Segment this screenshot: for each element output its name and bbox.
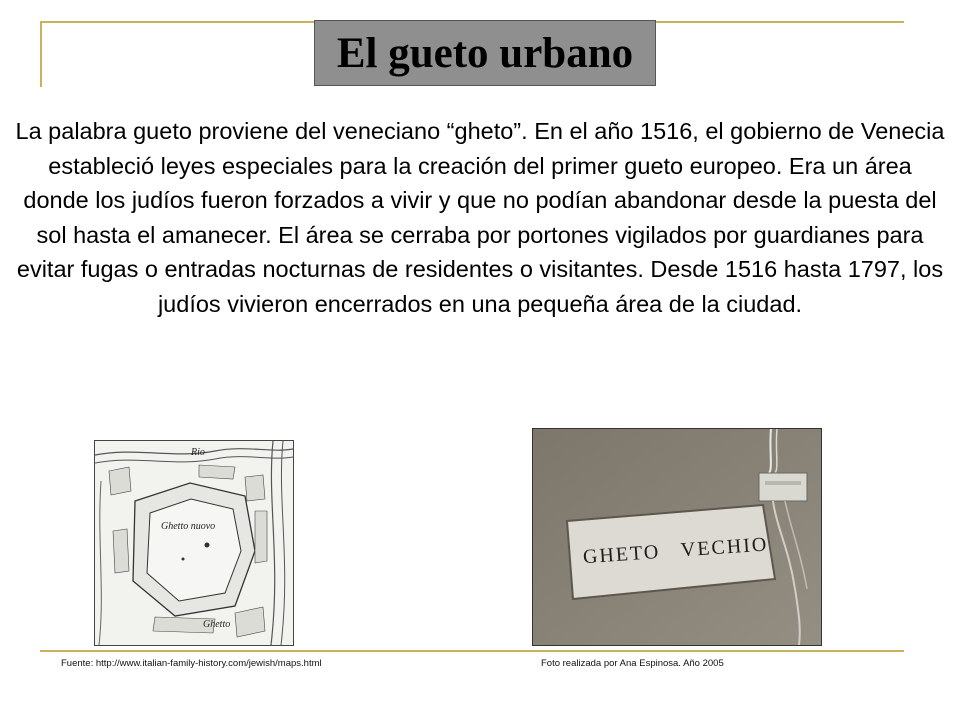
map-drawing xyxy=(95,441,293,645)
map-label-ghetto: Ghetto xyxy=(203,619,231,630)
slide-title: El gueto urbano xyxy=(336,29,634,77)
ghetto-map-image xyxy=(94,440,294,646)
map-source-caption: Fuente: http://www.italian-family-history.com/jewish/maps.html xyxy=(61,658,322,669)
map-label-ghetto-nuovo: Ghetto nuovo xyxy=(161,521,216,532)
body-paragraph: La palabra gueto proviene del veneciano “gheto”. En el año 1516, el gobierno de Venecia estableció leyes especiales para la creación del primer gueto europeo. Era un área donde los judíos fueron forzados a vivir y que no podían abandonar desde la puesta del sol hasta el amanecer. El área se cerraba por portones vigilados por guardianes para evitar fugas o entradas nocturnas de residentes o visitantes. Desde 1516 hasta 1797, los judíos vivieron encerrados en una pequeña área de la ciudad. xyxy=(15,118,945,317)
sign-text: GHETO VECHIO xyxy=(582,533,769,569)
bottom-accent-line xyxy=(40,650,904,652)
title-box xyxy=(314,20,656,86)
map-label-rio: Rio xyxy=(191,447,205,458)
gheto-vechio-photo xyxy=(532,428,822,646)
photo-drawing xyxy=(533,429,821,645)
photo-credit-caption: Foto realizada por Ana Espinosa. Año 2005 xyxy=(541,658,724,669)
left-accent-line xyxy=(40,21,42,87)
